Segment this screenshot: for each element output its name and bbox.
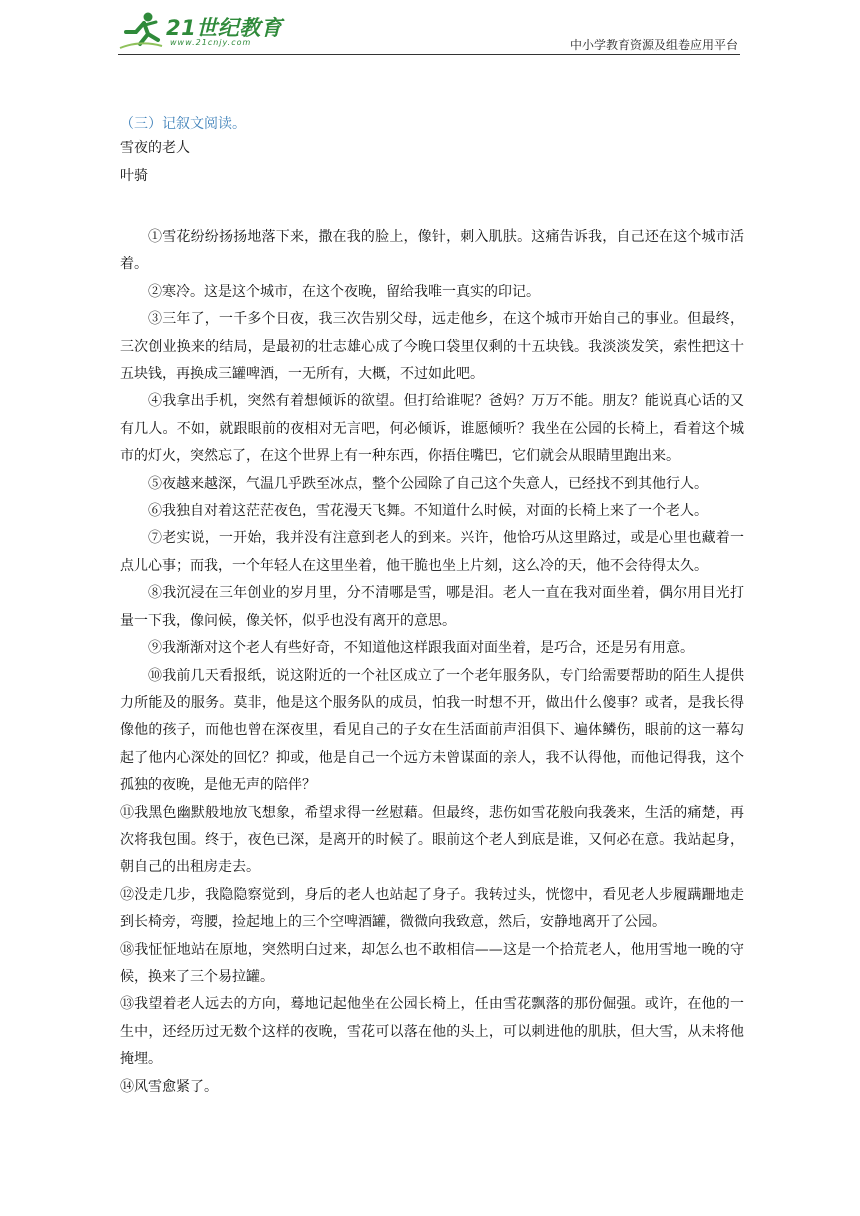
- paragraph: ⑥我独自对着这茫茫夜色，雪花漫天飞舞。不知道什么时候，对面的长椅上来了一个老人。: [148, 503, 708, 520]
- site-logo[interactable]: [118, 8, 288, 52]
- article-author: 叶骑: [120, 168, 148, 184]
- paragraph: ⑧我沉浸在三年创业的岁月里，分不清哪是雪，哪是泪。老人一直在我对面坐着，偶尔用目光打量一下我，像问候，像关怀，似乎也没有离开的意思。: [120, 585, 744, 629]
- paragraph: ⑩我前几天看报纸，说这附近的一个社区成立了一个老年服务队，专门给需要帮助的陌生人提供力所能及的服务。莫非，他是这个服务队的成员，怕我一时想不开，做出什么傻事？或者，是我长得像他的孩子，而他也曾在深夜里，看见自己的子女在生活面前声泪俱下、遍体鳞伤，眼前的这一幕勾起了他内心深处的回忆？抑或，他是自己一个远方未曾谋面的亲人，我不认得他，而他记得我，这个孤独的夜晚，是他无声的陪伴？: [120, 667, 744, 794]
- paragraph: ④我拿出手机，突然有着想倾诉的欲望。但打给谁呢？爸妈？万万不能。朋友？能说真心话的又有几人。不如，就跟眼前的夜相对无言吧，何必倾诉，谁愿倾听？我坐在公园的长椅上，看着这个城市的灯火，突然忘了，在这个世界上有一种东西，你捂住嘴巴，它们就会从眼睛里跑出来。: [120, 393, 744, 465]
- section-label: （三）记叙文阅读。: [120, 116, 246, 132]
- platform-name: 中小学教育资源及组卷应用平台: [569, 38, 738, 52]
- paragraph: ⑱我怔怔地站在原地，突然明白过来，却怎么也不敢相信——这是一个拾荒老人，他用雪地一晚的守候，换来了三个易拉罐。: [120, 941, 744, 985]
- paragraph: ⑪我黑色幽默般地放飞想象，希望求得一丝慰藉。但最终，悲伤如雪花般向我袭来，生活的痛楚，再次将我包围。终于，夜色已深，是离开的时候了。眼前这个老人到底是谁，又何必在意。我站起身，朝自己的出租房走去。: [120, 804, 744, 876]
- logo-url: www.21cnjy.com: [170, 38, 252, 47]
- article: [120, 112, 744, 1101]
- paragraph: ③三年了，一千多个日夜，我三次告别父母，远走他乡，在这个城市开始自己的事业。但最终，三次创业换来的结局，是最初的壮志雄心成了今晚口袋里仅剩的十五块钱。我淡淡发笑，索性把这十五块钱，再换成三罐啤酒，一无所有，大概，不过如此吧。: [120, 311, 744, 383]
- paragraph: ①雪花纷纷扬扬地落下来，撒在我的脸上，像针，刺入肌肤。这痛告诉我，自己还在这个城市活着。: [120, 229, 744, 273]
- paragraph: ⑬我望着老人远去的方向，蓦地记起他坐在公园长椅上，任由雪花飘落的那份倔强。或许，在他的一生中，还经历过无数个这样的夜晚，雪花可以落在他的头上，可以刺进他的肌肤，但大雪，从未将他掩埋。: [120, 996, 744, 1068]
- paragraph: ⑨我渐渐对这个老人有些好奇，不知道他这样跟我面对面坐着，是巧合，还是另有用意。: [148, 640, 694, 657]
- paragraph: ⑦老实说，一开始，我并没有注意到老人的到来。兴许，他恰巧从这里路过，或是心里也藏着一点儿心事；而我，一个年轻人在这里坐着，他干脆也坐上片刻，这么冷的天，他不会待得太久。: [120, 530, 744, 574]
- paragraph: ②寒冷。这是这个城市，在这个夜晚，留给我唯一真实的印记。: [148, 283, 540, 300]
- article-title: 雪夜的老人: [120, 140, 190, 156]
- running-person-icon: [118, 10, 164, 50]
- logo-title: 21世纪教育: [166, 16, 283, 40]
- paragraph: ⑭风雪愈紧了。: [120, 1078, 218, 1095]
- paragraph: ⑤夜越来越深，气温几乎跌至冰点，整个公园除了自己这个失意人，已经找不到其他行人。: [148, 475, 708, 492]
- spacer: [120, 192, 744, 224]
- page-header: [118, 8, 740, 55]
- paragraph: ⑫没走几步，我隐隐察觉到，身后的老人也站起了身子。我转过头，恍惚中，看见老人步履蹒跚地走到长椅旁，弯腰，捡起地上的三个空啤酒罐，微微向我致意，然后，安静地离开了公园。: [120, 886, 744, 931]
